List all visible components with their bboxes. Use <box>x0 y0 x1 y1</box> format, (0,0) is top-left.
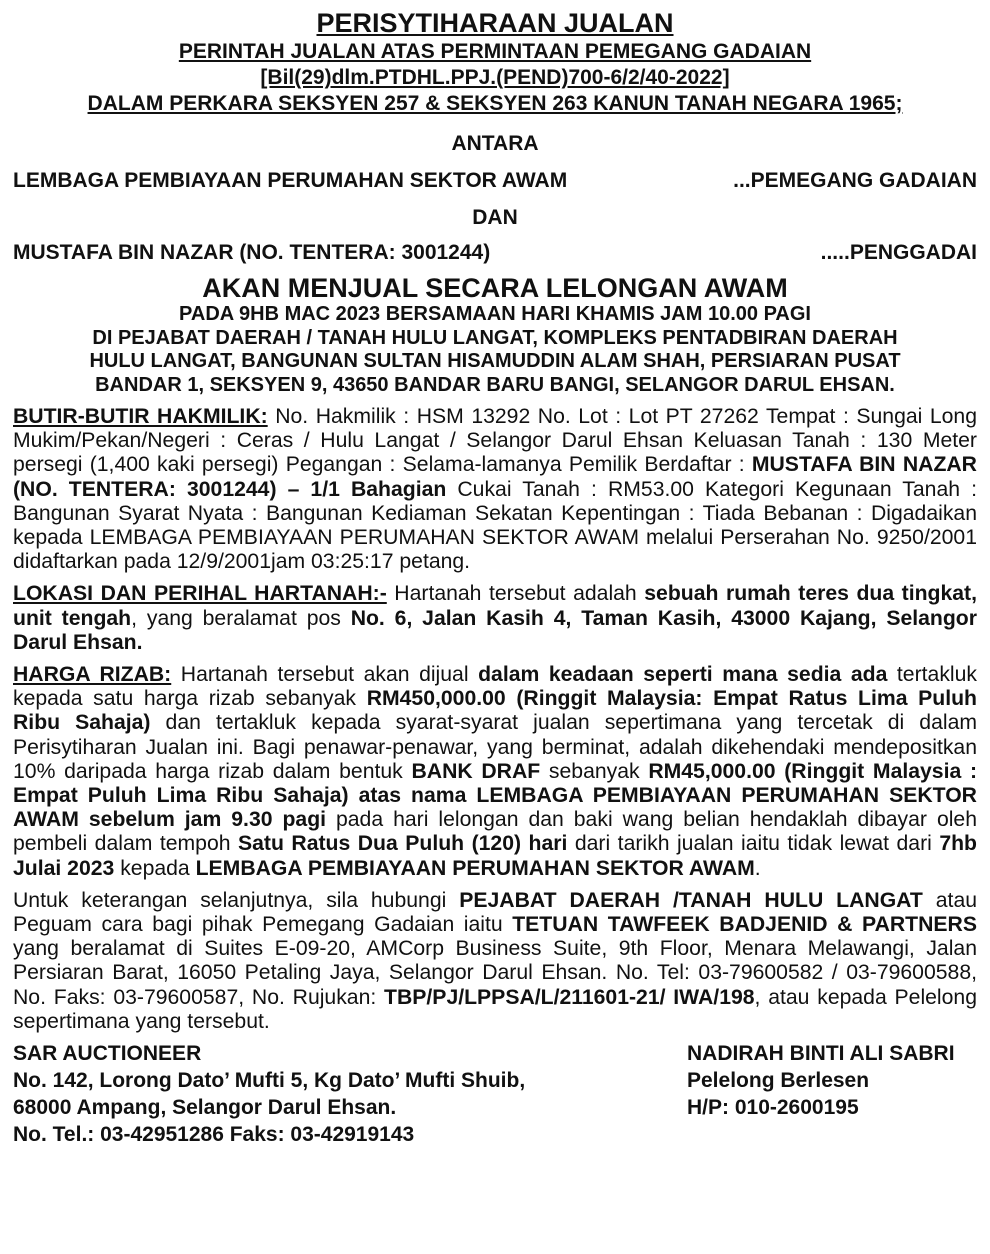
reserve-text-g: kepada <box>114 856 196 880</box>
reserve-text-b: tertakluk kepada satu harga rizab sebanyak <box>13 663 977 711</box>
and-label: DAN <box>472 206 518 229</box>
auctioneer-firm <box>13 1040 525 1148</box>
auctioneer-firm-name: SAR AUCTIONEER <box>13 1042 202 1066</box>
location-paragraph <box>13 582 977 655</box>
property-address: No. 6, Jalan Kasih 4, Taman Kasih, 43000 Kajang, Selangor Darul Ehsan. <box>13 606 977 654</box>
auctioneer-title: Pelelong Berlesen <box>687 1069 870 1093</box>
reserve-text-h: . <box>754 856 761 880</box>
signature-block <box>13 1040 977 1148</box>
bank-draft: BANK DRAF <box>411 759 541 783</box>
lawyer-reference: TBP/PJ/LPPSA/L/211601-21/ IWA/198 <box>384 985 755 1009</box>
contact-text-a: Untuk keterangan selanjutnya, sila hubungi <box>13 888 460 912</box>
chargee-role: ...PEMEGANG GADAIAN <box>733 169 977 192</box>
title-details-text-b: Cukai Tanah : RM53.00 Kategori Kegunaan Tanah : Bangunan Syarat Nyata : Bangunan Kediaman Sekatan Kepentingan : Tiada Bebanan : Digadaikan kepada LEMBAGA PEMBIAYAAN PERUMAHAN SEKTOR AWAM melalui Perserahan No. 9250/2001 didaftarkan pada 12/9/2001jam 03:25:17 petang. <box>13 477 977 574</box>
between-label: ANTARA <box>451 132 539 155</box>
auction-venue-line-2: HULU LANGAT, BANGUNAN SULTAN HISAMUDDIN ALAM SHAH, PERSIARAN PUSAT <box>89 350 901 372</box>
payment-deadline: 7hb Julai 2023 <box>13 832 977 880</box>
chargee-name: LEMBAGA PEMBIAYAAN PERUMAHAN SEKTOR AWAM <box>13 169 568 192</box>
contact-text-c: yang beralamat di Suites E-09-20, AMCorp Business Suite, 9th Floor, Menara Melawangi, Jalan Persiaran Barat, 16050 Petaling Jaya, Selangor Darul Ehsan. No. Tel: 03-79600582 / 03-79600588, No. Faks: 03-79600587, No. Rujukan: <box>13 937 977 1009</box>
sale-condition: dalam keadaan seperti mana sedia ada <box>478 663 888 687</box>
deposit-amount: RM45,000.00 (Ringgit Malaysia : Empat Puluh Lima Ribu Sahaja) atas nama LEMBAGA PEMBIAYAAN PERUMAHAN SEKTOR AWAM sebelum jam 9.30 pagi <box>13 759 978 832</box>
reserve-text-f: dari tarikh jualan iaitu tidak lewat dari <box>567 832 940 856</box>
title-details-paragraph <box>13 405 977 574</box>
auctioneer-phone-fax: No. Tel.: 03-42951286 Faks: 03-42919143 <box>13 1123 415 1147</box>
payee: LEMBAGA PEMBIAYAAN PERUMAHAN SEKTOR AWAM <box>195 856 755 880</box>
location-text-a: Hartanah tersebut adalah <box>386 582 645 606</box>
reserve-text-e: pada hari lelongan dan baki wang belian hendaklah dibayar oleh pembeli dalam tempoh <box>13 808 977 856</box>
reserve-text-a: Hartanah tersebut akan dijual <box>171 663 479 687</box>
auctioneer-name: NADIRAH BINTI ALI SABRI <box>687 1042 955 1066</box>
title-details-heading: BUTIR-BUTIR HAKMILIK: <box>13 405 268 428</box>
title-details-text-a: No. Hakmilik : HSM 13292 No. Lot : Lot PT 27262 Tempat : Sungai Long Mukim/Pekan/Negeri : Ceras / Hulu Langat / Selangor Darul Ehsan Keluasan Tanah : 130 Meter persegi (1,400 kaki persegi) Pegangan : Selama-lamanya Pemilik Berdaftar : <box>13 405 978 477</box>
registered-owner: MUSTAFA BIN NAZAR (NO. TENTERA: 3001244) – 1/1 Bahagian <box>13 453 977 501</box>
reference-number: [Bil(29)dlm.PTDHL.PPJ.(PEND)700-6/2/40-2022] <box>260 66 730 89</box>
payment-period: Satu Ratus Dua Puluh (120) hari <box>238 832 568 856</box>
auctioneer-address-line-2: 68000 Ampang, Selangor Darul Ehsan. <box>13 1096 397 1120</box>
auctioneer-mobile: H/P: 010-2600195 <box>687 1096 859 1120</box>
document-title: PERISYTIHARAAN JUALAN <box>316 8 674 38</box>
location-heading: LOKASI DAN PERIHAL HARTANAH:- <box>13 582 387 606</box>
chargor-role: .....PENGGADAI <box>820 241 977 264</box>
licensed-auctioneer <box>687 1040 977 1148</box>
auctioneer-address-line-1: No. 142, Lorong Dato’ Mufti 5, Kg Dato’ Mufti Shuib, <box>13 1069 526 1093</box>
document-subtitle: PERINTAH JUALAN ATAS PERMINTAAN PEMEGANG GADAIAN <box>178 40 812 63</box>
auction-venue-line-3: BANDAR 1, SEKSYEN 9, 43650 BANDAR BARU BANGI, SELANGOR DARUL EHSAN. <box>95 373 895 396</box>
reserve-text-d: sebanyak <box>540 759 649 783</box>
lawyer-firm: TETUAN TAWFEEK BADJENID & PARTNERS <box>512 913 977 937</box>
chargee-row <box>13 167 977 195</box>
contact-text-d: , atau kepada Pelelong sepertimana yang tersebut. <box>13 985 977 1033</box>
reserve-price: RM450,000.00 (Ringgit Malaysia: Empat Ratus Lima Puluh Ribu Sahaja) <box>13 687 977 735</box>
reserve-price-heading: HARGA RIZAB: <box>13 663 172 687</box>
chargor-row <box>13 239 977 267</box>
legal-matter: DALAM PERKARA SEKSYEN 257 & SEKSYEN 263 KANUN TANAH NEGARA 1965; <box>87 92 903 115</box>
auction-venue-line-1: DI PEJABAT DAERAH / TANAH HULU LANGAT, KOMPLEKS PENTADBIRAN DAERAH <box>92 326 898 349</box>
chargor-name: MUSTAFA BIN NAZAR (NO. TENTERA: 3001244) <box>13 241 491 264</box>
contact-office: PEJABAT DAERAH /TANAH HULU LANGAT <box>459 888 923 912</box>
reserve-text-c: dan tertakluk kepada syarat-syarat jualan sepertimana yang tercetak di dalam Perisytiharan Jualan ini. Bagi penawar-penawar, yang berminat, adalah dikehendaki mendepositkan 10% daripada harga rizab dalam bentuk <box>13 711 978 783</box>
auction-heading: AKAN MENJUAL SECARA LELONGAN AWAM <box>202 273 788 303</box>
auction-date: PADA 9HB MAC 2023 BERSAMAAN HARI KHAMIS JAM 10.00 PAGI <box>179 303 811 325</box>
reserve-price-paragraph <box>13 663 977 881</box>
contact-text-b: atau Peguam cara bagi pihak Pemegang Gadaian iaitu <box>13 888 978 937</box>
location-text-b: , yang beralamat pos <box>131 606 351 630</box>
contact-paragraph <box>13 889 977 1034</box>
property-type: sebuah rumah teres dua tingkat, unit tengah <box>13 582 977 630</box>
